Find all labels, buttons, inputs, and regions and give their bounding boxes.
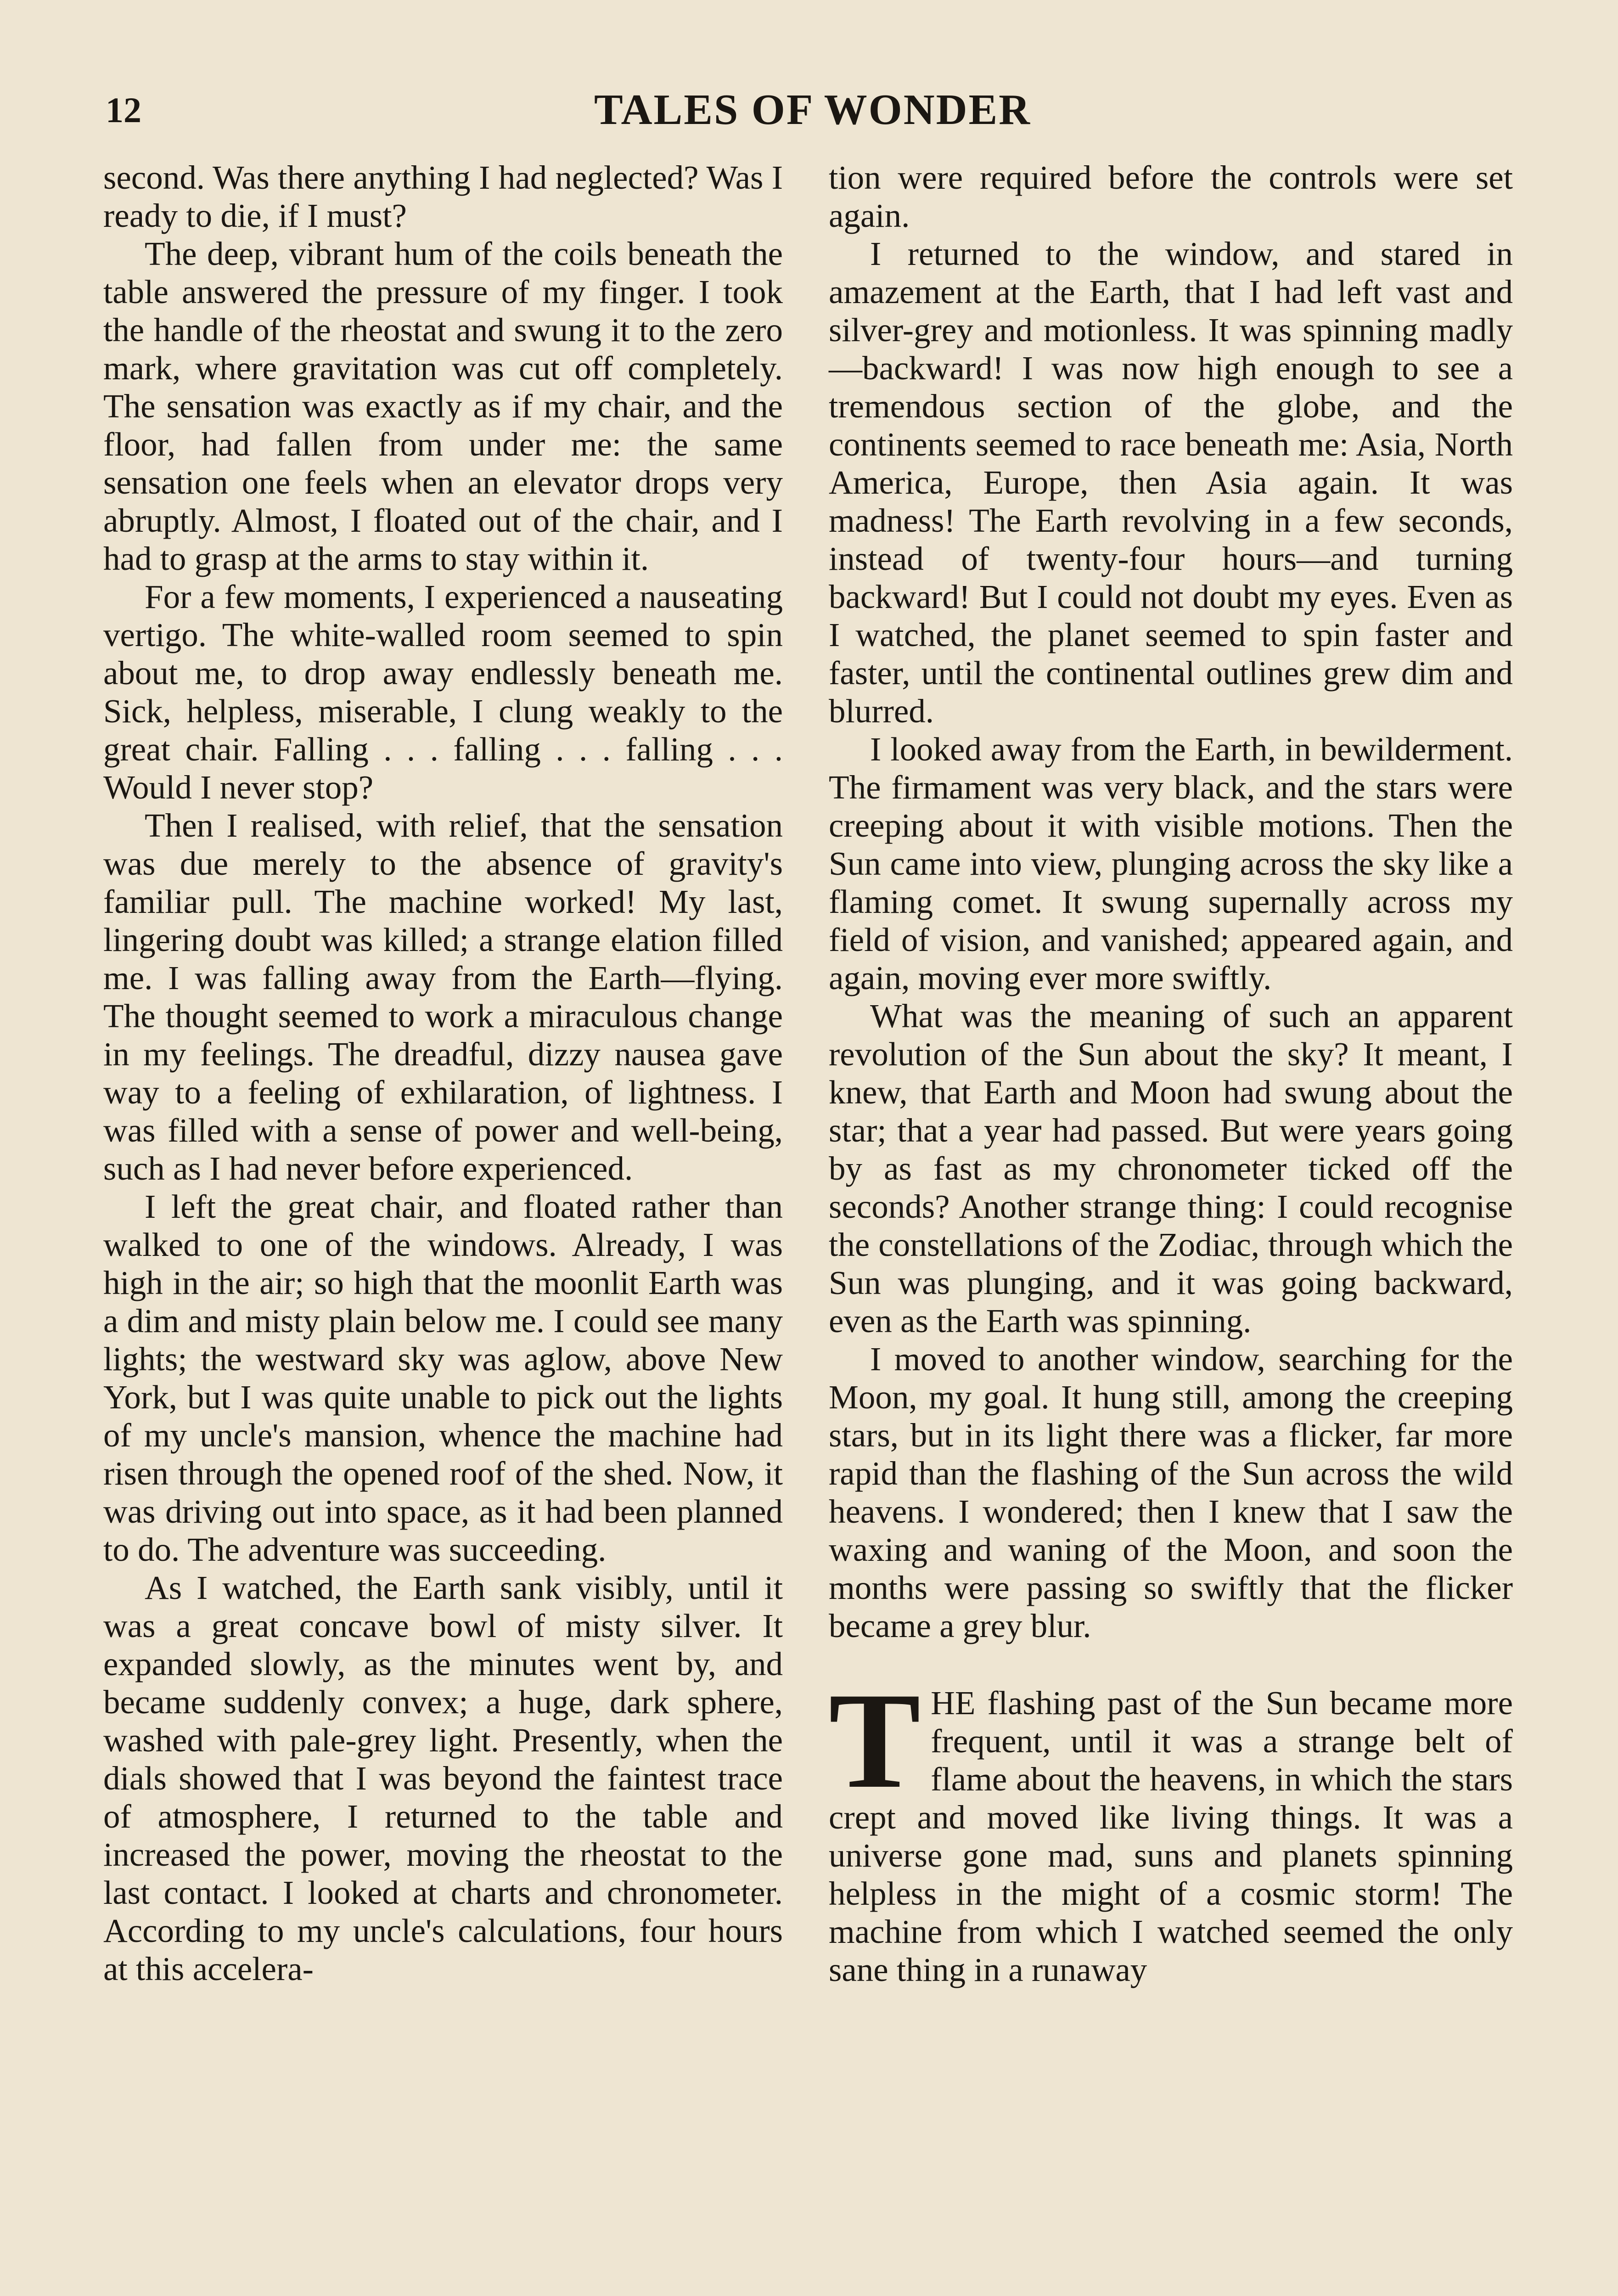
section-text: HE flashing past of the Sun became more frequent, until it was a strange belt of flame about the heavens, in which the stars crept and moved like living things. It was a universe gone mad, suns and planets spinning helpless in the might of a cosmic storm! The machine from which I watched seemed the only sane thing in a runaway — [829, 1684, 1513, 1988]
section-break — [829, 1645, 1513, 1684]
page-header — [106, 85, 1520, 149]
paragraph: I moved to another window, searching for the Moon, my goal. It hung still, among the creeping stars, but in its light there was a flicker, far more rapid than the flashing of the Sun across the wild heavens. I wondered; then I knew that I saw the waxing and waning of the Moon, and soon the months were passing so swiftly that the flicker became a grey blur. — [829, 1340, 1513, 1644]
paragraph: I looked away from the Earth, in bewilderment. The firmament was very black, and the stars were creeping about it with visible motions. Then the Sun came into view, plunging across the sky like a flaming comet. It swung supernally across my field of vision, and vanished; appeared again, and again, moving ever more swiftly. — [829, 731, 1513, 996]
section-opening-paragraph — [829, 1664, 1513, 1989]
paragraph: As I watched, the Earth sank visibly, until it was a great concave bowl of misty silver. It expanded slowly, as the minutes went by, and became suddenly convex; a huge, dark sphere, washed with pale-grey light. Presently, when the dials showed that I was beyond the faintest trace of atmosphere, I returned to the table and increased the power, moving the rheostat to the last contact. I looked at charts and chronometer. According to my uncle's calculations, four hours at this accelera- — [103, 1569, 783, 1987]
paragraph: tion were required before the controls were set again. — [829, 159, 1513, 234]
paragraph: The deep, vibrant hum of the coils beneath the table answered the pressure of my finger. I took the handle of the rheostat and swung it to the zero mark, where gravitation was cut off completely. The sensation was exactly as if my chair, and the floor, had fallen from under me: the same sensation one feels when an elevator drops very abruptly. Almost, I floated out of the chair, and I had to grasp at the arms to stay within it. — [103, 235, 783, 577]
paragraph: second. Was there anything I had neglected? Was I ready to die, if I must? — [103, 159, 783, 234]
page-number: 12 — [106, 90, 141, 130]
paragraph: I left the great chair, and floated rather than walked to one of the windows. Already, I was high in the air; so high that the moonlit Earth was a dim and misty plain below me. I could see many lights; the westward sky was aglow, above New York, but I was quite unable to pick out the lights of my uncle's mansion, whence the machine had risen through the opened roof of the shed. Now, it was driving out into space, as it had been planned to do. The adventure was succeeding. — [103, 1188, 783, 1568]
paragraph: Then I realised, with relief, that the sensation was due merely to the absence of gravity's familiar pull. The machine worked! My last, lingering doubt was killed; a strange elation filled me. I was falling away from the Earth—flying. The thought seemed to work a miraculous change in my feelings. The dreadful, dizzy nausea gave way to a feeling of exhilaration, of lightness. I was filled with a sense of power and well-being, such as I had never before experienced. — [103, 807, 783, 1187]
paragraph: For a few moments, I experienced a nauseating vertigo. The white-walled room seemed to spin about me, to drop away endlessly beneath me. Sick, helpless, miserable, I clung weakly to the great chair. Falling . . . falling . . . falling . . . Would I never stop? — [103, 578, 783, 806]
drop-cap: T — [829, 1664, 921, 1817]
paragraph: What was the meaning of such an apparent revolution of the Sun about the sky? It meant, I knew, that Earth and Moon had swung about the star; that a year had passed. But were years going by as fast as my chronometer ticked off the seconds? Another strange thing: I could recognise the constellations of the Zodiac, through which the Sun was plunging, and it was going backward, even as the Earth was spinning. — [829, 997, 1513, 1339]
right-column — [829, 158, 1513, 1989]
paragraph: I returned to the window, and stared in amazement at the Earth, that I had left vast and silver-grey and motionless. It was spinning madly—backward! I was now high enough to see a tremendous section of the globe, and the continents seemed to race beneath me: Asia, North America, Europe, then Asia again. It was madness! The Earth revolving in a few seconds, instead of twenty-four hours—and turning backward! But I could not doubt my eyes. Even as I watched, the planet seemed to spin faster and faster, until the continental outlines grew dim and blurred. — [829, 235, 1513, 730]
running-title: TALES OF WONDER — [594, 86, 1032, 134]
left-column — [103, 158, 783, 1988]
